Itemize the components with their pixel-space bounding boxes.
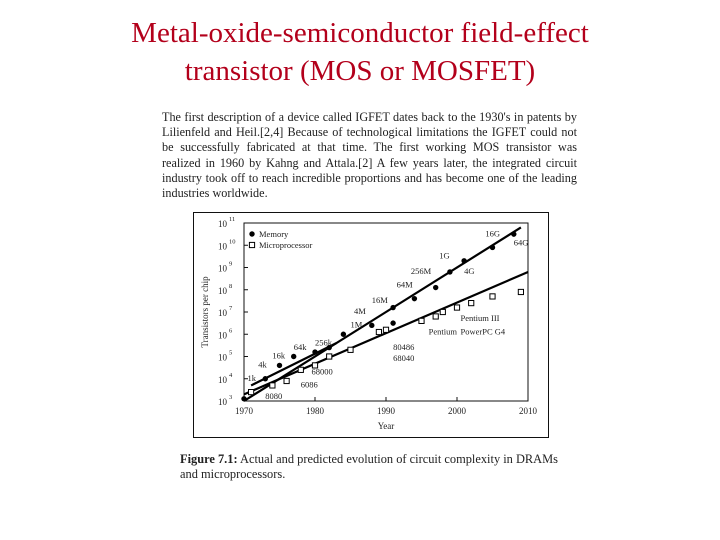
memory-point — [433, 285, 438, 290]
y-tick-label: 10 — [218, 308, 227, 318]
x-tick-label: 1990 — [377, 406, 395, 416]
microprocessor-point — [376, 329, 381, 334]
y-tick-label: 10 — [218, 352, 227, 363]
data-label: 4G — [464, 266, 475, 277]
data-label: Pentium — [428, 326, 457, 337]
data-label: 16k — [272, 350, 286, 361]
data-label: 4M — [354, 306, 366, 317]
y-tick-exponent: 6 — [229, 327, 233, 335]
microprocessor-point — [284, 378, 289, 383]
data-label: 4k — [258, 359, 267, 370]
y-tick-label: 10 — [218, 219, 227, 229]
data-label: 1k — [247, 372, 257, 383]
data-label: 64k — [293, 341, 307, 352]
data-label: 1G — [439, 250, 450, 261]
y-tick-exponent: 8 — [229, 282, 233, 290]
data-label: 68040 — [393, 352, 415, 363]
memory-point — [390, 305, 395, 310]
y-tick-label: 10 — [218, 374, 227, 385]
y-tick-exponent: 4 — [229, 371, 233, 379]
y-tick-exponent: 5 — [229, 349, 233, 357]
memory-point — [369, 323, 374, 328]
y-tick-label: 10 — [218, 285, 227, 296]
x-tick-label: 2010 — [519, 406, 537, 416]
microprocessor-point — [327, 354, 332, 359]
memory-point — [390, 320, 395, 325]
memory-point — [490, 245, 495, 250]
x-tick-label: 1970 — [235, 406, 253, 416]
memory-point — [447, 269, 452, 274]
memory-point — [291, 354, 296, 359]
microprocessor-point — [348, 347, 353, 352]
microprocessor-point — [383, 327, 388, 332]
y-tick-exponent: 9 — [229, 260, 233, 268]
chart-canvas — [194, 213, 548, 437]
memory-point — [511, 231, 516, 236]
memory-point — [412, 296, 417, 301]
y-tick-label: 10 — [218, 330, 227, 341]
microprocessor-point — [419, 318, 424, 323]
y-tick-exponent: 3 — [229, 394, 233, 401]
transistor-chart — [193, 212, 549, 438]
intro-paragraph: The first description of a device called IGFET dates back to the 1930's in patents by Lilienfeld and Heil.[2,4] Because of technological limitations the IGFET could not be successfully fabricated at that time. The first working MOS transistor was realized in 1960 by Kahng and Attala.[2] A few years later, the integrated circuit industry took off to reach incredible proportions and has become one of the leading industries worldwide. — [162, 110, 577, 201]
memory-point — [341, 332, 346, 337]
microprocessor-point — [433, 314, 438, 319]
x-tick-label: 2000 — [448, 406, 466, 416]
microprocessor-point — [469, 301, 474, 306]
data-label: 80486 — [393, 341, 415, 352]
data-label: 256M — [410, 266, 432, 277]
data-label: 16M — [371, 295, 388, 306]
slide-title-line-1: Metal-oxide-semiconductor field-effect — [131, 17, 589, 49]
memory-point — [241, 396, 246, 401]
data-label: Pentium III — [460, 312, 500, 323]
microprocessor-point — [440, 309, 445, 314]
y-tick-exponent: 7 — [229, 305, 233, 312]
memory-point — [312, 349, 317, 354]
microprocessor-point — [490, 294, 495, 299]
microprocessor-point — [270, 383, 275, 388]
data-label: PowerPC G4 — [460, 326, 506, 337]
microprocessor-point — [298, 367, 303, 372]
memory-point — [263, 376, 268, 381]
legend-label: Microprocessor — [259, 240, 313, 250]
y-tick-exponent: 11 — [229, 216, 236, 223]
legend-marker-microprocessor — [249, 242, 254, 247]
data-label: 1M — [350, 319, 363, 330]
y-tick-exponent: 10 — [229, 238, 236, 246]
y-tick-label: 10 — [218, 241, 227, 252]
y-tick-label: 10 — [218, 263, 227, 274]
microprocessor-point — [454, 305, 459, 310]
slide-title — [40, 14, 680, 90]
data-label: 16G — [485, 228, 501, 239]
y-tick-label: 10 — [218, 397, 227, 407]
data-label: 8080 — [265, 390, 283, 401]
figure-caption-text: Actual and predicted evolution of circuit complexity in DRAMs and microprocessors. — [180, 452, 558, 481]
microprocessor-point — [249, 390, 254, 395]
memory-point — [461, 258, 466, 263]
y-axis-label: Transistors per chip — [200, 276, 210, 348]
microprocessor-point — [518, 289, 523, 294]
slide-title-line-2: transistor (MOS or MOSFET) — [184, 55, 536, 87]
legend-label: Memory — [259, 229, 289, 239]
x-axis-label: Year — [377, 421, 395, 431]
memory-point — [277, 363, 282, 368]
data-label: 64G — [513, 237, 529, 248]
data-label: 6086 — [300, 379, 318, 390]
legend-marker-memory — [249, 231, 254, 236]
figure-caption — [180, 452, 560, 482]
data-label: 256k — [315, 337, 332, 348]
figure-label: Figure 7.1: — [180, 452, 238, 466]
x-tick-label: 1980 — [306, 406, 324, 416]
data-label: 64M — [396, 279, 413, 290]
data-label: 68000 — [311, 366, 333, 377]
